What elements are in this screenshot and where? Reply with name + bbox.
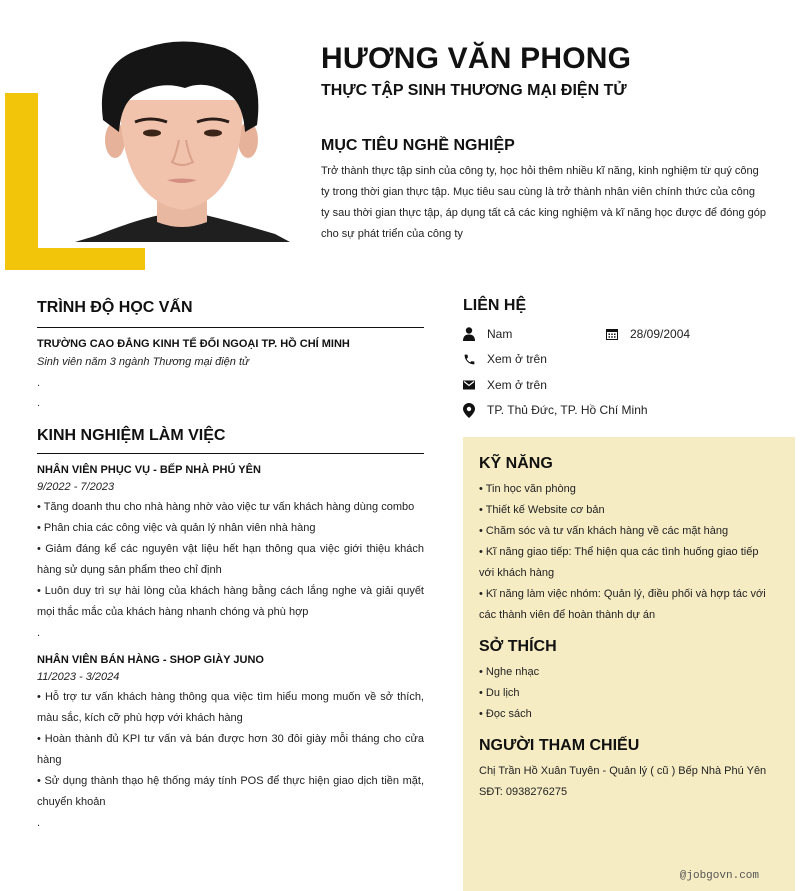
contact-row-email bbox=[463, 372, 793, 398]
skill-item: • Kĩ năng giao tiếp: Thể hiện qua các tình huống giao tiếp với khách hàng bbox=[479, 546, 759, 579]
job-heading: NHÂN VIÊN PHỤC VỤ - BẾP NHÀ PHÚ YÊN bbox=[37, 464, 261, 476]
experience-section bbox=[37, 427, 424, 834]
profile-photo bbox=[75, 40, 290, 242]
phone-value: Xem ở trên bbox=[487, 352, 547, 367]
calendar-icon bbox=[606, 327, 630, 341]
section-divider bbox=[37, 453, 424, 454]
hobby-item: • Nghe nhạc bbox=[479, 666, 540, 678]
skills-section bbox=[479, 455, 769, 626]
job-bullet: • Luôn duy trì sự hài lòng của khách hàng bằng cách lắng nghe và giải quyết mọi thắc mắc của khách hàng nhanh chóng và phù hợp bbox=[37, 585, 424, 618]
school-name: TRƯỜNG CAO ĐẲNG KINH TẾ ĐỐI NGOẠI TP. HỒ CHÍ MINH bbox=[37, 338, 350, 350]
job-bullet: . bbox=[37, 627, 41, 639]
hobby-item: • Đọc sách bbox=[479, 708, 532, 720]
reference-person: Chị Trần Hồ Xuân Tuyên - Quản lý ( cũ ) Bếp Nhà Phú Yên bbox=[479, 765, 767, 777]
skill-item: • Kĩ năng làm việc nhóm: Quản lý, điều phối và hợp tác với các thành viên để hoàn thành dự án bbox=[479, 588, 766, 621]
objective-heading: MỤC TIÊU NGHỀ NGHIỆP bbox=[321, 137, 515, 154]
job-date: 11/2023 - 3/2024 bbox=[37, 671, 120, 683]
email-icon bbox=[463, 378, 487, 392]
education-section bbox=[37, 299, 424, 413]
contact-heading: LIÊN HỆ bbox=[463, 297, 527, 314]
decorative-yellow-bar-vertical bbox=[5, 93, 38, 270]
job-bullet: • Hoàn thành đủ KPI tư vấn và bán được hơn 30 đôi giày mỗi tháng cho cửa hàng bbox=[37, 733, 424, 766]
job-bullet: • Phân chia các công việc và quản lý nhân viên nhà hàng bbox=[37, 522, 316, 534]
education-extra-line: . bbox=[37, 397, 41, 409]
job-bullet: • Sử dụng thành thạo hệ thống máy tính POS để thực hiện giao dịch tiền mặt, chuyển khoản bbox=[37, 775, 424, 808]
job-bullet: . bbox=[37, 817, 41, 829]
birthday-value: 28/09/2004 bbox=[630, 326, 691, 341]
contact-section bbox=[463, 297, 793, 423]
job-heading: NHÂN VIÊN BÁN HÀNG - SHOP GIÀY JUNO bbox=[37, 654, 264, 666]
reference-phone: SĐT: 0938276275 bbox=[479, 786, 568, 798]
contact-row-phone bbox=[463, 347, 793, 373]
contact-row-address bbox=[463, 398, 793, 424]
experience-heading: KINH NGHIỆM LÀM VIỆC bbox=[37, 427, 226, 444]
phone-icon bbox=[463, 352, 487, 366]
right-panel bbox=[463, 437, 795, 891]
reference-section bbox=[479, 737, 769, 803]
education-extra-line: . bbox=[37, 377, 41, 389]
job-entry bbox=[37, 652, 424, 834]
job-bullet: • Tăng doanh thu cho nhà hàng nhờ vào việc tư vấn khách hàng dùng combo bbox=[37, 501, 415, 513]
job-entry bbox=[37, 462, 424, 644]
job-bullet: • Giảm đáng kể các nguyên vật liệu hết hạn thông qua việc giới thiệu khách hàng sử dụng sản phẩm theo chỉ định bbox=[37, 543, 424, 576]
job-bullet: • Hỗ trợ tư vấn khách hàng thông qua việc tìm hiểu mong muốn về sở thích, màu sắc, kích cỡ phù hợp với khách hàng bbox=[37, 691, 424, 724]
skill-item: • Tin học văn phòng bbox=[479, 483, 576, 495]
address-value: TP. Thủ Đức, TP. Hồ Chí Minh bbox=[487, 403, 648, 418]
skill-item: • Chăm sóc và tư vấn khách hàng về các mặt hàng bbox=[479, 525, 729, 537]
person-icon bbox=[463, 327, 487, 341]
hobbies-section bbox=[479, 638, 769, 725]
candidate-name: HƯƠNG VĂN PHONG bbox=[321, 42, 632, 75]
hobby-item: • Du lịch bbox=[479, 687, 520, 699]
job-date: 9/2022 - 7/2023 bbox=[37, 481, 115, 493]
education-heading: TRÌNH ĐỘ HỌC VẤN bbox=[37, 299, 193, 316]
section-divider bbox=[37, 327, 424, 328]
education-detail: Sinh viên năm 3 ngành Thương mại điện tử bbox=[37, 356, 249, 368]
email-value: Xem ở trên bbox=[487, 377, 547, 392]
decorative-yellow-bar-horizontal bbox=[5, 248, 145, 270]
skill-item: • Thiết kế Website cơ bản bbox=[479, 504, 605, 516]
hobbies-heading: SỞ THÍCH bbox=[479, 638, 557, 655]
reference-heading: NGƯỜI THAM CHIẾU bbox=[479, 737, 640, 754]
location-pin-icon bbox=[463, 403, 487, 417]
objective-text: Trở thành thực tập sinh của công ty, học hỏi thêm nhiều kĩ năng, kinh nghiệm từ quý công ty trong thời gian thực tập. Mục tiêu sau cùng là trở thành nhân viên chính thức của công ty sau thời gian thực tập, áp dụng tất cả các king nghiệm và kĩ năng học được để đóng góp cho sự phát triển của công ty bbox=[321, 165, 766, 240]
watermark: @jobgovn.com bbox=[679, 870, 759, 882]
contact-row-gender bbox=[463, 321, 793, 347]
skills-heading: KỸ NĂNG bbox=[479, 455, 553, 472]
job-title: THỰC TẬP SINH THƯƠNG MẠI ĐIỆN TỬ bbox=[321, 82, 627, 99]
gender-value: Nam bbox=[487, 326, 513, 341]
